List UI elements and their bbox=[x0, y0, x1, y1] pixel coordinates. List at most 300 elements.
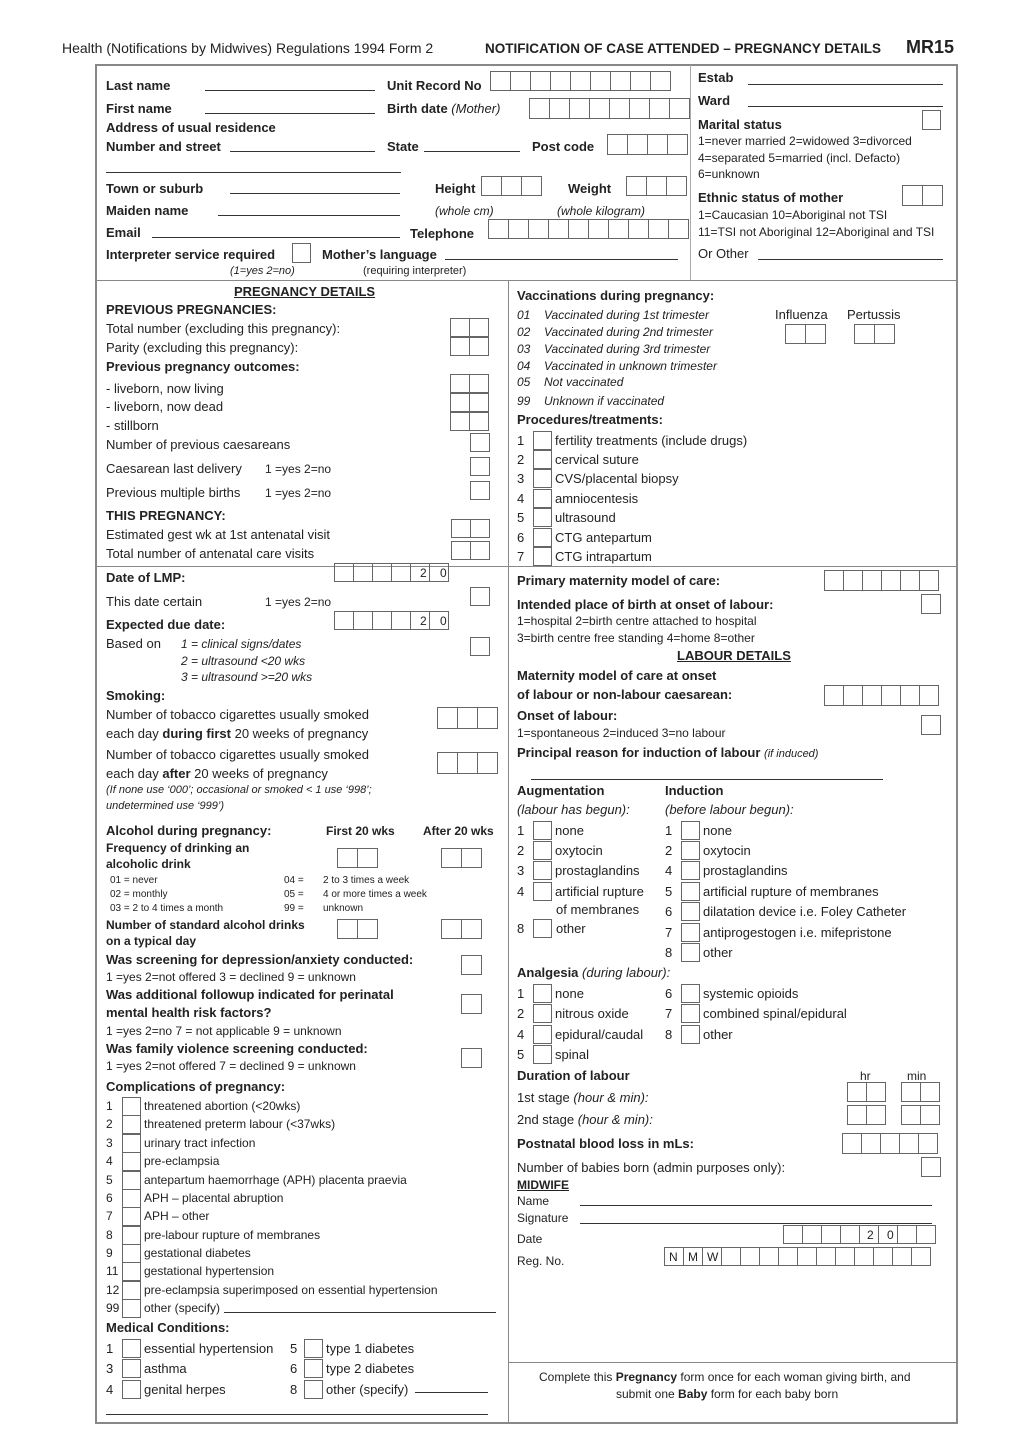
babies-born-label: Number of babies born (admin purposes only): bbox=[517, 1160, 786, 1175]
ward-field[interactable] bbox=[748, 106, 943, 107]
birth-date-boxes[interactable] bbox=[629, 98, 650, 119]
reg-no-boxes[interactable] bbox=[683, 1247, 703, 1266]
state-field[interactable] bbox=[424, 151, 520, 152]
checkbox[interactable] bbox=[533, 469, 552, 488]
item-label: other (specify) bbox=[144, 1301, 221, 1315]
hr-label: hr bbox=[860, 1069, 871, 1083]
care-model-boxes[interactable] bbox=[824, 570, 844, 591]
other-specify-field[interactable] bbox=[224, 1312, 496, 1313]
signature-field[interactable] bbox=[580, 1223, 932, 1224]
midwife-date-boxes[interactable] bbox=[897, 1225, 917, 1244]
smoking-after-boxes[interactable] bbox=[477, 752, 498, 774]
reg-no-boxes[interactable] bbox=[816, 1247, 836, 1266]
vacc-code: 99 bbox=[517, 394, 531, 408]
checkbox[interactable] bbox=[533, 1004, 552, 1023]
checkbox[interactable] bbox=[533, 841, 552, 860]
midwife-name-field[interactable] bbox=[580, 1205, 932, 1206]
item-code: 5 bbox=[517, 1047, 525, 1062]
pertussis-boxes[interactable] bbox=[854, 324, 875, 344]
edd-year-digit: 2 bbox=[420, 614, 427, 628]
checkbox[interactable] bbox=[681, 923, 700, 942]
item-code: 1 bbox=[106, 1099, 113, 1113]
item-label: other (specify) bbox=[326, 1382, 409, 1397]
reg-no-boxes[interactable] bbox=[854, 1247, 874, 1266]
influenza-boxes[interactable] bbox=[785, 324, 806, 344]
item-label: asthma bbox=[144, 1361, 187, 1376]
induction-note: (before labour begun): bbox=[665, 802, 794, 817]
induction-reason-field[interactable] bbox=[531, 779, 883, 780]
smoking-first-boxes[interactable] bbox=[477, 707, 498, 729]
item-code: 3 bbox=[517, 471, 525, 486]
labour-model-boxes[interactable] bbox=[824, 685, 844, 706]
alc-freq-after-boxes[interactable] bbox=[461, 848, 482, 868]
place-codes-1: 1=hospital 2=birth centre attached to hospital bbox=[517, 614, 757, 628]
checkbox[interactable] bbox=[122, 1226, 141, 1245]
edd-label: Expected due date: bbox=[106, 617, 226, 632]
telephone-boxes[interactable] bbox=[648, 219, 669, 239]
caesareans-box[interactable] bbox=[470, 433, 490, 452]
smoking-line: each day after 20 weeks of pregnancy bbox=[106, 766, 328, 781]
checkbox[interactable] bbox=[533, 508, 552, 527]
checkbox[interactable] bbox=[681, 984, 700, 1003]
checkbox[interactable] bbox=[681, 943, 700, 962]
item-label: type 2 diabetes bbox=[326, 1361, 415, 1376]
checkbox[interactable] bbox=[304, 1359, 323, 1378]
lmp-boxes[interactable] bbox=[429, 563, 449, 582]
unit-record-boxes[interactable] bbox=[650, 71, 671, 91]
vacc-label: Not vaccinated bbox=[544, 375, 624, 389]
checkbox[interactable] bbox=[681, 1025, 700, 1044]
alc-freq-after-boxes[interactable] bbox=[441, 848, 462, 868]
stage2-hr-boxes[interactable] bbox=[866, 1105, 886, 1125]
stage1-hr-boxes[interactable] bbox=[847, 1082, 867, 1102]
family-violence-box[interactable] bbox=[461, 1048, 482, 1068]
edd-boxes[interactable] bbox=[410, 611, 430, 630]
estab-label: Estab bbox=[698, 70, 734, 85]
divider bbox=[96, 280, 957, 281]
telephone-boxes[interactable] bbox=[488, 219, 509, 239]
reg-no-boxes[interactable] bbox=[892, 1247, 912, 1266]
smoking-after-boxes[interactable] bbox=[457, 752, 478, 774]
date-label: Date bbox=[517, 1232, 543, 1246]
based-on-box[interactable] bbox=[470, 637, 490, 656]
based-on-code-3: 3 = ultrasound >=20 wks bbox=[181, 670, 313, 684]
interpreter-box[interactable] bbox=[292, 243, 311, 263]
item-code: 9 bbox=[106, 1246, 113, 1260]
influenza-boxes[interactable] bbox=[805, 324, 826, 344]
stillborn-boxes[interactable] bbox=[450, 412, 470, 431]
language-field[interactable] bbox=[445, 259, 678, 260]
reg-no-boxes[interactable] bbox=[702, 1247, 722, 1266]
pertussis-label: Pertussis bbox=[847, 307, 901, 322]
vacc-code: 05 bbox=[517, 375, 531, 389]
weight-boxes[interactable] bbox=[646, 176, 667, 196]
liveborn-dead-label: - liveborn, now dead bbox=[106, 399, 224, 414]
first-name-field[interactable] bbox=[205, 113, 375, 114]
estab-field[interactable] bbox=[748, 84, 943, 85]
care-model-boxes[interactable] bbox=[900, 570, 920, 591]
checkbox[interactable] bbox=[533, 882, 552, 901]
reg-no-boxes[interactable] bbox=[740, 1247, 760, 1266]
midwife-heading: MIDWIFE bbox=[517, 1178, 569, 1192]
depression-codes: 1 =yes 2=not offered 3 = declined 9 = unknown bbox=[106, 970, 356, 984]
item-label: artificial rupture bbox=[555, 884, 644, 899]
marital-codes-2: 4=separated 5=married (incl. Defacto) bbox=[698, 151, 901, 165]
reg-no-boxes[interactable] bbox=[873, 1247, 893, 1266]
unit-record-boxes[interactable] bbox=[570, 71, 591, 91]
checkbox[interactable] bbox=[122, 1359, 141, 1378]
telephone-boxes[interactable] bbox=[608, 219, 629, 239]
unit-record-boxes[interactable] bbox=[630, 71, 651, 91]
checkbox[interactable] bbox=[533, 984, 552, 1003]
liveborn-living-label: - liveborn, now living bbox=[106, 381, 224, 396]
onset-label: Onset of labour: bbox=[517, 708, 618, 723]
language-label: Mother’s language bbox=[322, 247, 437, 262]
visits-boxes[interactable] bbox=[470, 541, 490, 560]
checkbox[interactable] bbox=[122, 1380, 141, 1399]
height-boxes[interactable] bbox=[521, 176, 542, 196]
stage1-min-boxes[interactable] bbox=[901, 1082, 921, 1102]
height-boxes[interactable] bbox=[481, 176, 502, 196]
checkbox[interactable] bbox=[304, 1339, 323, 1358]
smoking-first-boxes[interactable] bbox=[457, 707, 478, 729]
edd-year-digit: 0 bbox=[440, 614, 447, 628]
stage2-min-boxes[interactable] bbox=[920, 1105, 940, 1125]
checkbox[interactable] bbox=[122, 1299, 141, 1318]
birth-date-boxes[interactable] bbox=[609, 98, 630, 119]
vacc-label: Unknown if vaccinated bbox=[544, 394, 665, 408]
other-specify-field-2[interactable] bbox=[106, 1414, 488, 1415]
checkbox[interactable] bbox=[533, 861, 552, 880]
postcode-boxes[interactable] bbox=[647, 134, 668, 155]
checkbox[interactable] bbox=[681, 882, 700, 901]
place-codes-2: 3=birth centre free standing 4=home 8=other bbox=[517, 631, 755, 645]
midwife-date-boxes[interactable] bbox=[802, 1225, 822, 1244]
checkbox[interactable] bbox=[681, 861, 700, 880]
marital-codes-3: 6=unknown bbox=[698, 167, 760, 181]
midwife-date-boxes[interactable] bbox=[859, 1225, 879, 1244]
item-label: other bbox=[556, 921, 586, 936]
item-code: 1 bbox=[665, 823, 673, 838]
ethnic-codes-2: 11=TSI not Aboriginal 12=Aboriginal and TSI bbox=[698, 225, 935, 239]
item-code: 8 bbox=[106, 1228, 113, 1242]
midwife-date-boxes[interactable] bbox=[783, 1225, 803, 1244]
telephone-boxes[interactable] bbox=[628, 219, 649, 239]
last-name-field[interactable] bbox=[205, 90, 375, 91]
influenza-label: Influenza bbox=[775, 307, 828, 322]
smoking-first-boxes[interactable] bbox=[437, 707, 458, 729]
item-code: 4 bbox=[665, 863, 673, 878]
date-year-digit: 2 bbox=[867, 1228, 874, 1242]
std-drinks-label: Number of standard alcohol drinks bbox=[106, 918, 305, 932]
lmp-boxes[interactable] bbox=[353, 563, 373, 582]
labour-model-boxes[interactable] bbox=[919, 685, 939, 706]
checkbox[interactable] bbox=[122, 1207, 141, 1226]
checkbox[interactable] bbox=[533, 431, 552, 450]
after-20-label: After 20 wks bbox=[423, 824, 494, 838]
postcode-label: Post code bbox=[532, 139, 595, 154]
alc-std-after-boxes[interactable] bbox=[441, 919, 462, 939]
prev-pregnancies-heading: PREVIOUS PREGNANCIES: bbox=[106, 302, 277, 317]
weight-boxes[interactable] bbox=[626, 176, 647, 196]
reg-no-boxes[interactable] bbox=[911, 1247, 931, 1266]
unit-record-boxes[interactable] bbox=[610, 71, 631, 91]
stage2-hr-boxes[interactable] bbox=[847, 1105, 867, 1125]
birth-date-boxes[interactable] bbox=[569, 98, 590, 119]
street-field[interactable] bbox=[230, 151, 375, 152]
caesarean-last-box[interactable] bbox=[470, 457, 490, 476]
telephone-boxes[interactable] bbox=[588, 219, 609, 239]
email-field[interactable] bbox=[152, 237, 400, 238]
maiden-name-field[interactable] bbox=[218, 215, 400, 216]
marital-label: Marital status bbox=[698, 117, 782, 132]
lmp-boxes[interactable] bbox=[334, 563, 354, 582]
birth-date-boxes[interactable] bbox=[589, 98, 610, 119]
item-code: 6 bbox=[106, 1191, 113, 1205]
midwife-date-boxes[interactable] bbox=[821, 1225, 841, 1244]
birth-date-boxes[interactable] bbox=[649, 98, 670, 119]
item-label: urinary tract infection bbox=[144, 1136, 256, 1150]
email-label: Email bbox=[106, 225, 141, 240]
item-code: 5 bbox=[517, 510, 525, 525]
blood-loss-boxes[interactable] bbox=[918, 1133, 938, 1154]
procedures-heading: Procedures/treatments: bbox=[517, 412, 663, 427]
lmp-boxes[interactable] bbox=[391, 563, 411, 582]
checkbox[interactable] bbox=[122, 1189, 141, 1208]
item-label: none bbox=[703, 823, 732, 838]
family-violence-label: Was family violence screening conducted: bbox=[106, 1041, 368, 1056]
street-field-2[interactable] bbox=[106, 172, 401, 173]
gest-week-label: Estimated gest wk at 1st antenatal visit bbox=[106, 527, 330, 542]
checkbox[interactable] bbox=[122, 1115, 141, 1134]
blood-loss-boxes[interactable] bbox=[842, 1133, 862, 1154]
postcode-boxes[interactable] bbox=[607, 134, 628, 155]
checkbox[interactable] bbox=[122, 1134, 141, 1153]
checkbox[interactable] bbox=[681, 902, 700, 921]
edd-boxes[interactable] bbox=[391, 611, 411, 630]
vacc-label: Vaccinated during 1st trimester bbox=[544, 308, 709, 322]
checkbox[interactable] bbox=[681, 821, 700, 840]
item-label: genital herpes bbox=[144, 1382, 226, 1397]
based-on-code-2: 2 = ultrasound <20 wks bbox=[181, 654, 306, 668]
total-boxes[interactable] bbox=[450, 318, 470, 337]
checkbox[interactable] bbox=[533, 547, 552, 566]
birth-date-boxes[interactable] bbox=[549, 98, 570, 119]
gest-week-boxes[interactable] bbox=[451, 519, 471, 538]
telephone-label: Telephone bbox=[410, 226, 475, 241]
item-code: 4 bbox=[106, 1382, 114, 1397]
parity-boxes[interactable] bbox=[450, 337, 470, 356]
item-code: 2 bbox=[665, 843, 673, 858]
stage2-min-boxes[interactable] bbox=[901, 1105, 921, 1125]
parity-boxes[interactable] bbox=[469, 337, 489, 356]
item-code: 3 bbox=[106, 1361, 114, 1376]
yes-no-codes: 1 =yes 2=no bbox=[265, 486, 332, 500]
blood-loss-boxes[interactable] bbox=[880, 1133, 900, 1154]
checkbox[interactable] bbox=[122, 1097, 141, 1116]
blood-loss-boxes[interactable] bbox=[861, 1133, 881, 1154]
labour-model-boxes[interactable] bbox=[843, 685, 863, 706]
checkbox[interactable] bbox=[533, 1045, 552, 1064]
labour-model-boxes[interactable] bbox=[900, 685, 920, 706]
checkbox[interactable] bbox=[122, 1262, 141, 1281]
reg-no-boxes[interactable] bbox=[721, 1247, 741, 1266]
divider bbox=[509, 566, 957, 567]
care-model-boxes[interactable] bbox=[843, 570, 863, 591]
blood-loss-boxes[interactable] bbox=[899, 1133, 919, 1154]
visits-boxes[interactable] bbox=[451, 541, 471, 560]
living-boxes[interactable] bbox=[450, 374, 470, 393]
reg-no-boxes[interactable] bbox=[759, 1247, 779, 1266]
item-code: 7 bbox=[517, 549, 525, 564]
divider bbox=[509, 1362, 957, 1363]
smoking-heading: Smoking: bbox=[106, 688, 166, 703]
item-label: oxytocin bbox=[703, 843, 751, 858]
midwife-date-boxes[interactable] bbox=[878, 1225, 898, 1244]
depression-box[interactable] bbox=[461, 955, 482, 975]
date-certain-box[interactable] bbox=[470, 587, 490, 606]
ethnic-other-field[interactable] bbox=[758, 259, 943, 260]
onset-box[interactable] bbox=[921, 715, 941, 735]
reg-no-boxes[interactable] bbox=[778, 1247, 798, 1266]
telephone-boxes[interactable] bbox=[668, 219, 689, 239]
unit-record-boxes[interactable] bbox=[550, 71, 571, 91]
checkbox[interactable] bbox=[122, 1281, 141, 1300]
edd-boxes[interactable] bbox=[372, 611, 392, 630]
midwife-date-boxes[interactable] bbox=[916, 1225, 936, 1244]
unit-record-boxes[interactable] bbox=[590, 71, 611, 91]
gest-week-boxes[interactable] bbox=[470, 519, 490, 538]
street-label: Number and street bbox=[106, 139, 221, 154]
edd-boxes[interactable] bbox=[353, 611, 373, 630]
labour-model-boxes[interactable] bbox=[862, 685, 882, 706]
unit-record-boxes[interactable] bbox=[490, 71, 511, 91]
checkbox[interactable] bbox=[533, 528, 552, 547]
living-boxes[interactable] bbox=[469, 374, 489, 393]
checkbox[interactable] bbox=[122, 1339, 141, 1358]
telephone-boxes[interactable] bbox=[548, 219, 569, 239]
checkbox[interactable] bbox=[533, 821, 552, 840]
multiple-births-box[interactable] bbox=[470, 481, 490, 500]
item-code: 6 bbox=[290, 1361, 298, 1376]
item-code: 8 bbox=[665, 945, 673, 960]
stage1-label: 1st stage (hour & min): bbox=[517, 1090, 649, 1105]
other-specify-field[interactable] bbox=[415, 1392, 488, 1393]
aug-continued-label: of membranes bbox=[556, 902, 640, 917]
care-model-boxes[interactable] bbox=[881, 570, 901, 591]
checkbox[interactable] bbox=[533, 489, 552, 508]
height-boxes[interactable] bbox=[501, 176, 522, 196]
signature-label: Signature bbox=[517, 1211, 569, 1225]
smoking-after-boxes[interactable] bbox=[437, 752, 458, 774]
vacc-code: 03 bbox=[517, 342, 531, 356]
dead-boxes[interactable] bbox=[469, 393, 489, 412]
unit-record-boxes[interactable] bbox=[510, 71, 531, 91]
ethnic-label: Ethnic status of mother bbox=[698, 190, 844, 205]
lmp-boxes[interactable] bbox=[372, 563, 392, 582]
item-code: 2 bbox=[517, 1006, 525, 1021]
lmp-boxes[interactable] bbox=[410, 563, 430, 582]
alc-freq-first-boxes[interactable] bbox=[357, 848, 378, 868]
stage1-hr-boxes[interactable] bbox=[866, 1082, 886, 1102]
checkbox[interactable] bbox=[122, 1152, 141, 1171]
birth-date-boxes[interactable] bbox=[529, 98, 550, 119]
checkbox[interactable] bbox=[304, 1380, 323, 1399]
ethnic-boxes[interactable] bbox=[922, 185, 943, 206]
checkbox[interactable] bbox=[122, 1244, 141, 1263]
item-label: spinal bbox=[555, 1047, 589, 1062]
ethnic-boxes[interactable] bbox=[902, 185, 923, 206]
town-field[interactable] bbox=[230, 193, 400, 194]
reg-no-boxes[interactable] bbox=[664, 1247, 684, 1266]
postcode-boxes[interactable] bbox=[627, 134, 648, 155]
pertussis-boxes[interactable] bbox=[874, 324, 895, 344]
vacc-code: 02 bbox=[517, 325, 531, 339]
telephone-boxes[interactable] bbox=[528, 219, 549, 239]
alc-std-first-boxes[interactable] bbox=[337, 919, 358, 939]
care-model-boxes[interactable] bbox=[919, 570, 939, 591]
checkbox[interactable] bbox=[533, 1025, 552, 1044]
family-violence-codes: 1 =yes 2=not offered 7 = declined 9 = unknown bbox=[106, 1059, 356, 1073]
item-code: 1 bbox=[517, 433, 525, 448]
state-label: State bbox=[387, 139, 419, 154]
item-label: CVS/placental biopsy bbox=[555, 471, 679, 486]
stillborn-boxes[interactable] bbox=[469, 412, 489, 431]
item-code: 5 bbox=[106, 1173, 113, 1187]
this-pregnancy-heading: THIS PREGNANCY: bbox=[106, 508, 226, 523]
item-label: epidural/caudal bbox=[555, 1027, 644, 1042]
alc-std-after-boxes[interactable] bbox=[461, 919, 482, 939]
checkbox[interactable] bbox=[533, 919, 552, 938]
date-year-digit: 0 bbox=[887, 1228, 894, 1242]
total-boxes[interactable] bbox=[469, 318, 489, 337]
weight-boxes[interactable] bbox=[666, 176, 687, 196]
telephone-boxes[interactable] bbox=[508, 219, 529, 239]
checkbox[interactable] bbox=[681, 1004, 700, 1023]
reg-no-boxes[interactable] bbox=[797, 1247, 817, 1266]
item-label: essential hypertension bbox=[144, 1341, 274, 1356]
marital-box[interactable] bbox=[922, 110, 941, 130]
alcohol-code: 99 = bbox=[284, 903, 304, 914]
dead-boxes[interactable] bbox=[450, 393, 470, 412]
reg-no-label: Reg. No. bbox=[517, 1254, 565, 1268]
place-of-birth-box[interactable] bbox=[921, 594, 941, 614]
edd-boxes[interactable] bbox=[334, 611, 354, 630]
followup-label: mental health risk factors? bbox=[106, 1005, 272, 1020]
babies-box[interactable] bbox=[921, 1157, 941, 1177]
item-code: 4 bbox=[517, 1027, 525, 1042]
postcode-boxes[interactable] bbox=[667, 134, 688, 155]
checkbox[interactable] bbox=[681, 841, 700, 860]
item-label: threatened preterm labour (<37wks) bbox=[144, 1117, 336, 1131]
midwife-date-boxes[interactable] bbox=[840, 1225, 860, 1244]
alc-freq-first-boxes[interactable] bbox=[337, 848, 358, 868]
checkbox[interactable] bbox=[533, 450, 552, 469]
labour-model-boxes[interactable] bbox=[881, 685, 901, 706]
followup-box[interactable] bbox=[461, 994, 482, 1014]
telephone-boxes[interactable] bbox=[568, 219, 589, 239]
alc-std-first-boxes[interactable] bbox=[357, 919, 378, 939]
vaccinations-heading: Vaccinations during pregnancy: bbox=[517, 288, 715, 303]
reg-no-boxes[interactable] bbox=[835, 1247, 855, 1266]
care-model-boxes[interactable] bbox=[862, 570, 882, 591]
stage1-min-boxes[interactable] bbox=[920, 1082, 940, 1102]
edd-boxes[interactable] bbox=[429, 611, 449, 630]
unit-record-boxes[interactable] bbox=[530, 71, 551, 91]
antenatal-visits-label: Total number of antenatal care visits bbox=[106, 546, 315, 561]
birth-date-boxes[interactable] bbox=[669, 98, 690, 119]
checkbox[interactable] bbox=[122, 1171, 141, 1190]
